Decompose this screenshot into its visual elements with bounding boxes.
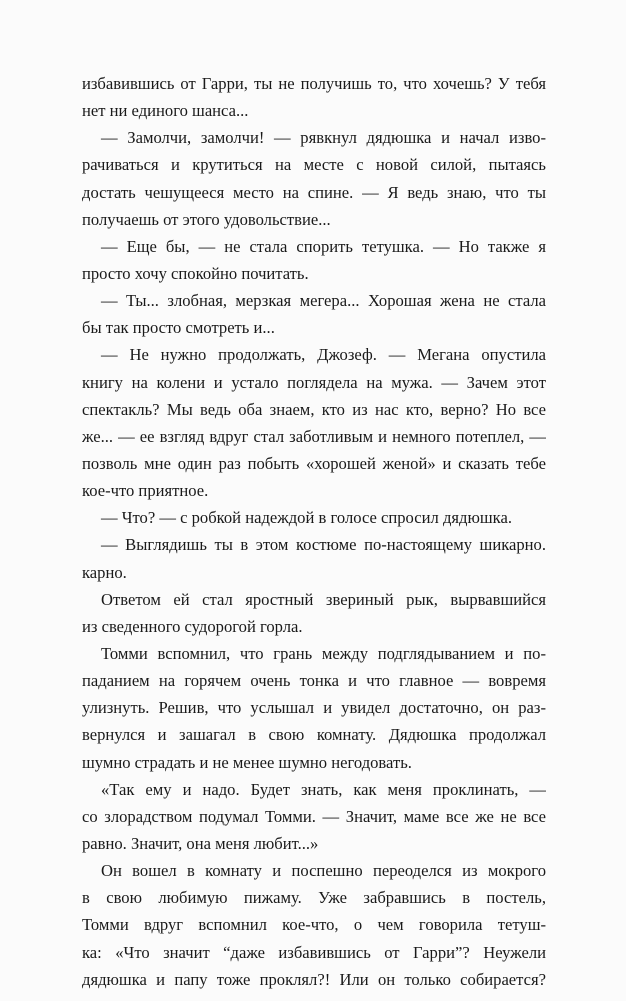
- text-line: со злорадством подумал Томми. — Значит, маме все же не все: [82, 806, 546, 826]
- text-line: Ответом ей стал яростный звериный рык, вырвавшийся: [101, 589, 546, 609]
- text-line: Томми вдруг вспомнил кое-что, о чем говорила тетуш-: [82, 915, 546, 935]
- text-line: улизнуть. Решив, что услышал и увидел достаточно, он раз-: [82, 698, 546, 718]
- text-line: из сведенного судорогой горла.: [82, 616, 303, 636]
- text-line: вернулся и зашагал в свою комнату. Дядюшка продолжал: [82, 725, 546, 745]
- text-line: — Выглядишь ты в этом костюме по-настоящему шикарно.: [101, 535, 546, 555]
- text-line: равно. Значит, она меня любит...»: [82, 833, 319, 853]
- text-line: — Ты... злобная, мерзкая мегера... Хорошая жена не стала: [101, 291, 546, 311]
- text-line: шумно страдать и не менее шумно негодовать.: [82, 752, 412, 772]
- text-line: карно.: [82, 562, 127, 582]
- text-line: позволь мне один раз побыть «хорошей женой» и сказать тебе: [82, 453, 546, 473]
- text-line: нет ни единого шанса...: [82, 101, 249, 121]
- text-line: бы так просто смотреть и...: [82, 318, 275, 338]
- text-line: просто хочу спокойно почитать.: [82, 263, 309, 283]
- text-line: в свою любимую пижаму. Уже забравшись в постель,: [82, 888, 546, 908]
- body-text: [82, 70, 546, 993]
- text-line: ка: «Что значит “даже избавившись от Гарри”? Неужели: [82, 942, 546, 962]
- text-line: кое-что приятное.: [82, 481, 209, 501]
- text-line: паданием на горячем очень тонка и что главное — вовремя: [82, 671, 546, 691]
- text-line: Томми вспомнил, что грань между подглядыванием и по-: [101, 643, 546, 663]
- text-line: «Так ему и надо. Будет знать, как меня проклинать, —: [101, 779, 546, 799]
- text-line: рачиваться и крутиться на месте с новой силой, пытаясь: [82, 155, 546, 175]
- text-line: книгу на колени и устало поглядела на мужа. — Зачем этот: [82, 372, 546, 392]
- text-line: получаешь от этого удовольствие...: [82, 209, 331, 229]
- text-line: достать чешущееся место на спине. — Я ведь знаю, что ты: [82, 182, 546, 202]
- text-line: — Что? — с робкой надеждой в голосе спросил дядюшка.: [101, 508, 512, 528]
- text-line: Он вошел в комнату и поспешно переоделся из мокрого: [101, 861, 546, 881]
- text-line: спектакль? Мы ведь оба знаем, кто из нас кто, верно? Но все: [82, 399, 546, 419]
- text-line: избавившись от Гарри, ты не получишь то, что хочешь? У тебя: [82, 74, 546, 93]
- text-line: же... — ее взгляд вдруг стал заботливым и немного потеплел, —: [82, 426, 546, 446]
- text-line: — Не нужно продолжать, Джозеф. — Мегана опустила: [101, 345, 546, 365]
- text-line: — Еще бы, — не стала спорить тетушка. — Но также я: [101, 236, 546, 256]
- text-line: — Замолчи, замолчи! — рявкнул дядюшка и начал изво-: [101, 128, 546, 148]
- text-line: дядюшка и папу тоже проклял?! Или он только собирается?: [82, 969, 546, 989]
